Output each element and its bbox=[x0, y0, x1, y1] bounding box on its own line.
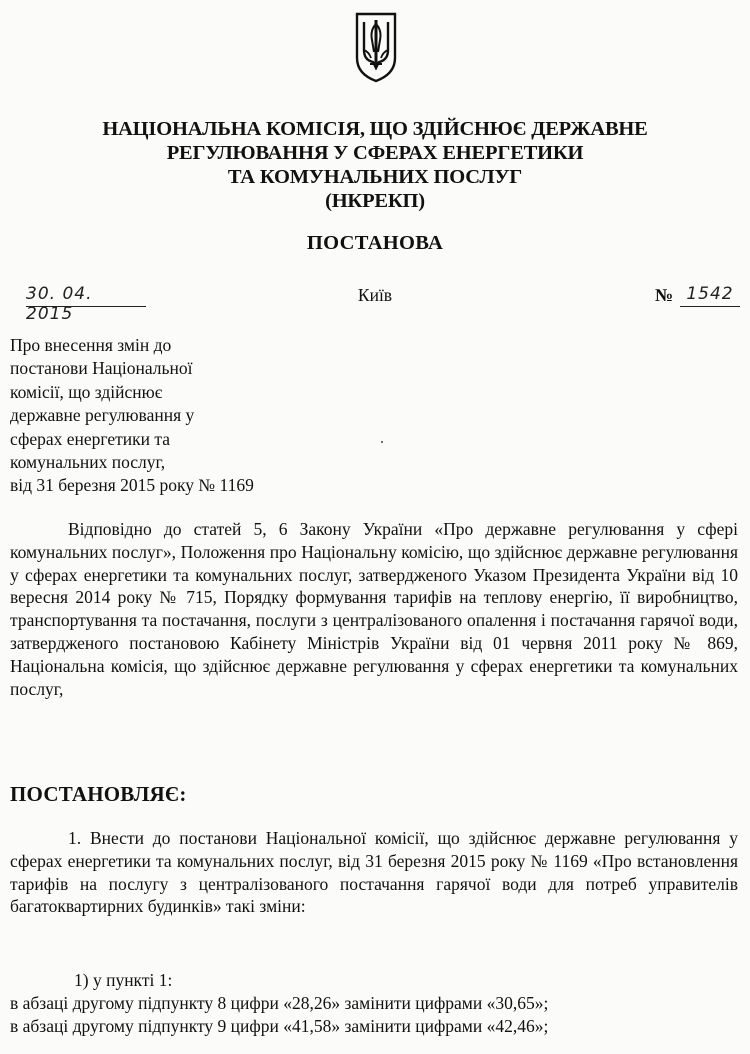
org-line: НАЦІОНАЛЬНА КОМІСІЯ, ЩО ЗДІЙСНЮЄ ДЕРЖАВНЕ bbox=[102, 118, 648, 140]
subpoint-line: в абзаці другому підпункту 9 цифри «41,58» замінити цифрами «42,46»; bbox=[10, 1016, 549, 1036]
organization-name bbox=[60, 117, 690, 213]
handwritten-date: 30. 04. 2015 bbox=[26, 284, 146, 307]
number-label: № bbox=[655, 285, 674, 305]
subject-line: сферах енергетики та bbox=[10, 428, 170, 449]
subject-line: Про внесення змін до bbox=[10, 335, 172, 355]
org-line: ТА КОМУНАЛЬНИХ ПОСЛУГ bbox=[227, 166, 523, 188]
scan-speck bbox=[381, 441, 383, 443]
subject-line: постанови Національної bbox=[10, 358, 193, 379]
handwritten-document-number: 1542 bbox=[680, 284, 740, 307]
org-abbreviation: (НКРЕКП) bbox=[325, 190, 425, 212]
subpoint-line: в абзаці другому підпункту 8 цифри «28,26» замінити цифрами «30,65»; bbox=[10, 993, 549, 1013]
document-subject bbox=[10, 334, 254, 498]
document-type-title: ПОСТАНОВА bbox=[306, 232, 444, 254]
preamble-paragraph: Відповідно до статей 5, 6 Закону України «Про державне регулювання у сфері комунальних послуг», Положення про Національну комісію, що здійснює державне регулювання у сферах енергетики та комунальних послуг, затвердженого Указом Президента України від 10 вересня 2014 року № 715, Порядку формування тарифів на теплову енергію, її виробництво, транспортування та постачання, послуги з централізованого опалення і постачання гарячої води, затвердженого постановою Кабінету Міністрів України від 01 червня 2011 року № 869, Національна комісія, що здійснює державне регулювання у сферах енергетики та комунальних послуг, bbox=[10, 519, 738, 699]
subject-line: комісії, що здійснює bbox=[10, 381, 163, 402]
subject-line: від 31 березня 2015 року № 1169 bbox=[10, 475, 254, 496]
item-1-paragraph: 1. Внести до постанови Національної комісії, що здійснює державне регулювання у сферах енергетики та комунальних послуг, від 31 березня 2015 року № 1169 «Про встановлення тарифів на послугу з централізованого постачання гарячої води для потреб управителів багатоквартирних будинків» такі зміни: bbox=[10, 828, 738, 917]
city-name: Київ bbox=[357, 285, 393, 305]
subject-line: комунальних послуг, bbox=[10, 452, 166, 473]
subject-line: державне регулювання у bbox=[10, 405, 195, 426]
subpoint-title: 1) у пункті 1: bbox=[74, 970, 173, 990]
subpoint-list bbox=[10, 969, 738, 1038]
coat-of-arms-trident-icon bbox=[353, 10, 399, 84]
decree-heading: ПОСТАНОВЛЯЄ: bbox=[10, 782, 187, 806]
org-line: РЕГУЛЮВАННЯ У СФЕРАХ ЕНЕРГЕТИКИ bbox=[166, 142, 584, 164]
